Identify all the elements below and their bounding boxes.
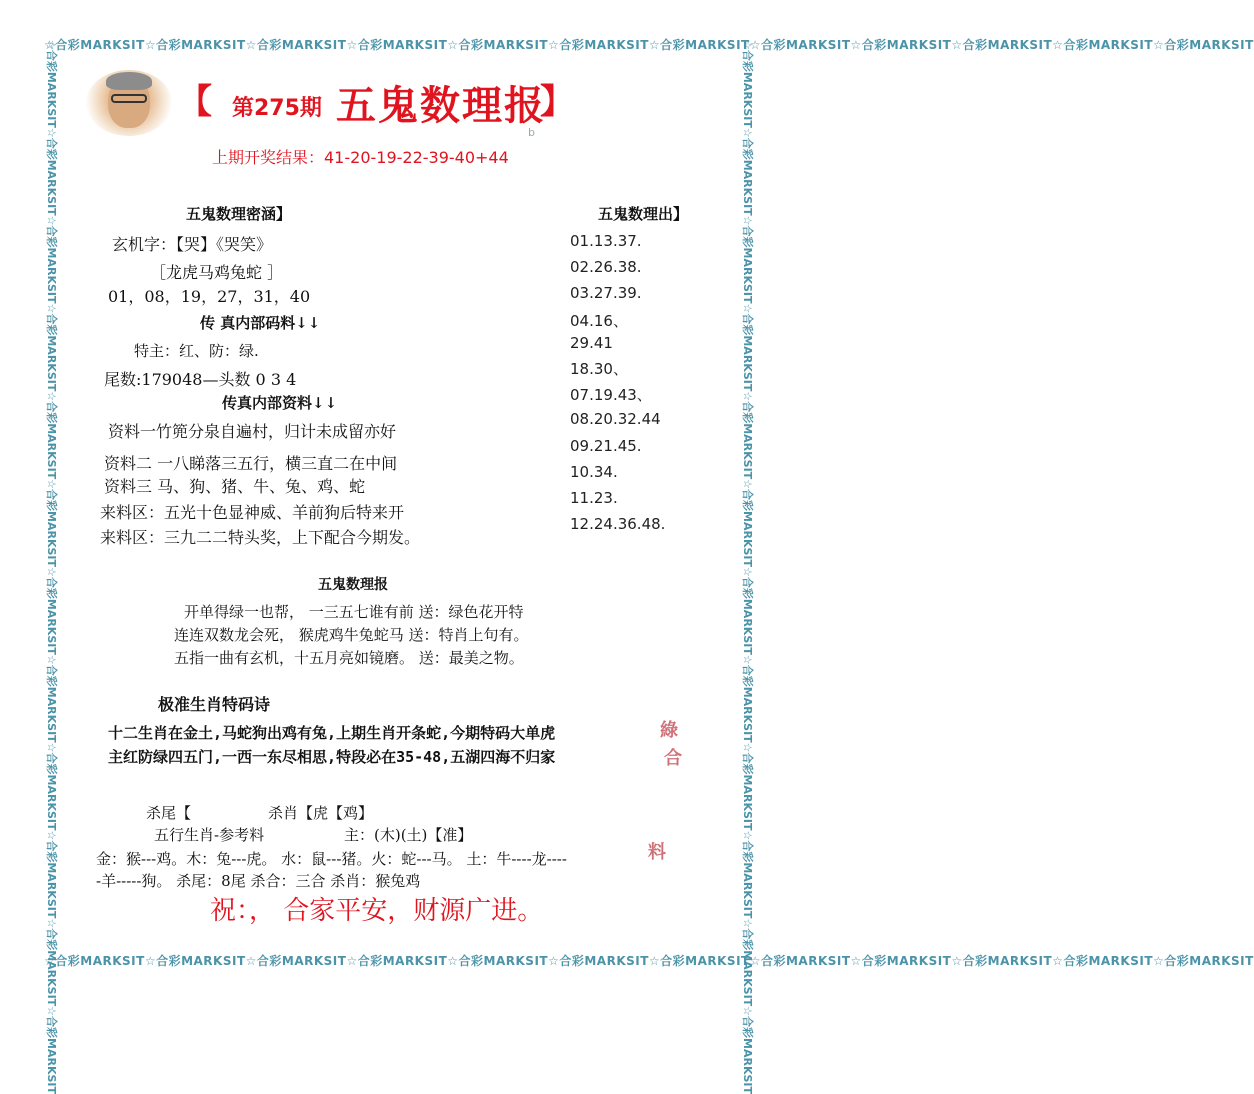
elements-line-2: -羊-----狗。 杀尾：8尾 杀合：三合 杀肖：猴兔鸡 xyxy=(96,872,421,890)
right-heading: 五鬼数理出】 xyxy=(598,205,689,223)
stamp-mark: 綠 xyxy=(660,720,678,741)
info-line-1: 资料一竹篼分泉自遍村，归计未成留亦好 xyxy=(108,422,397,441)
wuxing-reference: 五行生肖-参考料 xyxy=(154,826,265,844)
faint-mark: b xyxy=(528,126,535,139)
number-row: 09.21.45. xyxy=(570,437,642,455)
title-bracket-open: 【 xyxy=(178,82,212,122)
number-row: 02.26.38. xyxy=(570,258,642,276)
kill-zodiac: 杀肖【虎【鸡】 xyxy=(268,804,374,822)
number-row: 11.23. xyxy=(570,489,618,507)
number-list: 01，08，19，27，31，40 xyxy=(108,287,311,306)
page-title: 五鬼数理报 xyxy=(336,82,546,129)
poem-heading: 极准生肖特码诗 xyxy=(158,695,271,714)
left-heading: 五鬼数理密涵】 xyxy=(186,205,292,223)
number-row: 07.19.43、 xyxy=(570,386,652,404)
number-row: 10.34. xyxy=(570,463,618,481)
elements-line-1: 金：猴---鸡。木：兔---虎。 水：鼠---猪。火：蛇---马。 土：牛----龙---- xyxy=(96,850,567,868)
number-row: 08.20.32.44 xyxy=(570,410,661,428)
middle-line-2: 连连双数龙会死， 猴虎鸡牛兔蛇马 送：特肖上句有。 xyxy=(174,626,529,644)
author-avatar xyxy=(86,70,172,136)
border-right: ☆合彩MARKSIT☆合彩MARKSIT☆合彩MARKSIT☆合彩MARKSIT☆合彩MARKSIT☆合彩MARKSIT☆合彩MARKSIT☆合彩MARKSIT☆合彩MARKSIT☆合彩MARKSIT☆合彩MARKSIT☆合彩MARKSIT xyxy=(741,40,754,1094)
middle-line-3: 五指一曲有玄机，十五月亮如镜磨。 送：最美之物。 xyxy=(174,649,524,667)
main-elements: 主：(木)(土)【准】 xyxy=(344,826,473,844)
tail-head-text: 尾数:179048—头数 0 3 4 xyxy=(104,370,297,389)
number-row: 18.30、 xyxy=(570,360,628,378)
greeting: 祝：， 合家平安，财源广进。 xyxy=(210,896,544,926)
middle-line-1: 开单得绿一也帮， 一三五七谁有前 送：绿色花开特 xyxy=(184,603,524,621)
info-line-2: 资料二 一八睇落三五行，横三直二在中间 xyxy=(104,454,398,473)
xuanji-text: 玄机字：【哭】《哭笑》 xyxy=(112,235,273,254)
stamp-mark: 料 xyxy=(648,842,666,863)
number-row: 12.24.36.48. xyxy=(570,515,666,533)
stamp-mark: 合 xyxy=(664,748,682,769)
number-row: 29.41 xyxy=(570,334,613,352)
info-line-5: 来料区：三九二二特头奖，上下配合今期发。 xyxy=(100,528,421,547)
number-row: 03.27.39. xyxy=(570,284,642,302)
last-draw-result: 上期开奖结果：41-20-19-22-39-40+44 xyxy=(212,148,509,167)
info-line-3: 资料三 马、狗、猪、牛、兔、鸡、蛇 xyxy=(104,477,366,496)
border-top: ☆合彩MARKSIT☆合彩MARKSIT☆合彩MARKSIT☆合彩MARKSIT☆合彩MARKSIT☆合彩MARKSIT☆合彩MARKSIT☆合彩MARKSIT☆合彩MARKSIT☆合彩MARKSIT☆合彩MARKSIT☆合彩MARKSIT xyxy=(44,38,1254,52)
number-row: 01.13.37. xyxy=(570,232,642,250)
poem-line-1: 十二生肖在金土,马蛇狗出鸡有兔,上期生肖开条蛇,今期特码大单虎 xyxy=(108,724,556,742)
kill-tail: 杀尾【 xyxy=(146,804,192,822)
border-left: ☆合彩MARKSIT☆合彩MARKSIT☆合彩MARKSIT☆合彩MARKSIT☆合彩MARKSIT☆合彩MARKSIT☆合彩MARKSIT☆合彩MARKSIT☆合彩MARKSIT☆合彩MARKSIT☆合彩MARKSIT☆合彩MARKSIT xyxy=(45,40,58,1094)
tezhu-text: 特主：红、防：绿. xyxy=(134,342,259,360)
info-line-4: 来料区：五光十色显神威、羊前狗后特来开 xyxy=(100,503,405,522)
title-bracket-close: 】 xyxy=(540,82,574,122)
fax-heading-1: 传 真内部码料↓↓ xyxy=(200,314,321,332)
border-bottom: ☆合彩MARKSIT☆合彩MARKSIT☆合彩MARKSIT☆合彩MARKSIT☆合彩MARKSIT☆合彩MARKSIT☆合彩MARKSIT☆合彩MARKSIT☆合彩MARKSIT☆合彩MARKSIT☆合彩MARKSIT☆合彩MARKSIT xyxy=(44,954,1254,968)
zodiac-list: ［龙虎马鸡兔蛇 ］ xyxy=(150,263,284,282)
middle-heading-cut: 五鬼数理报 xyxy=(318,577,388,593)
issue-number: 第275期 xyxy=(232,96,322,121)
fax-heading-2: 传真内部资料↓↓ xyxy=(222,394,338,412)
poem-line-2: 主红防绿四五门,一西一东尽相思,特段必在35-48,五湖四海不归家 xyxy=(108,748,556,766)
number-row: 04.16、 xyxy=(570,312,628,330)
